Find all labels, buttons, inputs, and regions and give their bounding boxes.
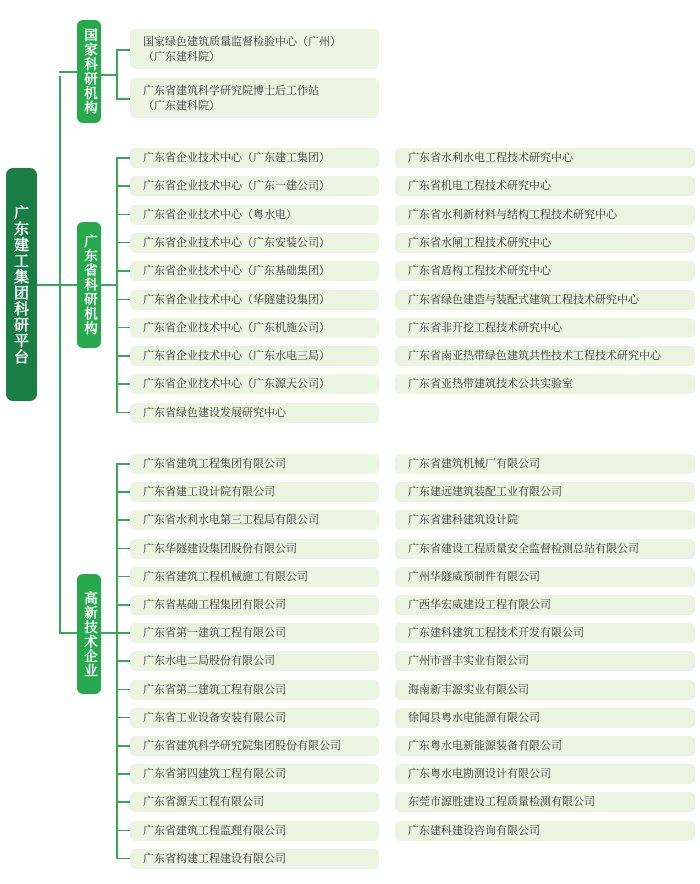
- list-item: 广东粤水电新能源装备有限公司: [395, 736, 695, 756]
- list-item: 广州华隧威预制件有限公司: [395, 567, 695, 587]
- list-item: 广东省第一建筑工程有限公司: [130, 623, 379, 643]
- list-item: 东莞市源胜建设工程质量检测有限公司: [395, 792, 695, 812]
- connector-item: [116, 801, 130, 803]
- list-item: 广东省企业技术中心（粤水电）: [130, 205, 379, 225]
- list-item: 广东省建设工程质量安全监督检测总站有限公司: [395, 539, 695, 559]
- connector-item: [116, 463, 130, 465]
- connector-cat1-out: [101, 74, 117, 76]
- list-item: 广东建远建筑装配工业有限公司: [395, 482, 695, 502]
- list-item: 广东水电二局股份有限公司: [130, 651, 379, 671]
- connector-trunk-to-cat3: [59, 632, 77, 634]
- list-item: 广东华隧建设集团股份有限公司: [130, 539, 379, 559]
- list-item: 广东省第二建筑工程有限公司: [130, 680, 379, 700]
- connector-item: [116, 830, 130, 832]
- list-item: 广东省水利新材料与结构工程技术研究中心: [395, 205, 695, 225]
- connector-item: [116, 519, 130, 521]
- connector-item: [116, 858, 130, 860]
- list-item: 广州市晋丰实业有限公司: [395, 651, 695, 671]
- item-line: 国家绿色建筑质量监督检验中心（广州）: [143, 35, 341, 48]
- list-item: 海南新丰源实业有限公司: [395, 680, 695, 700]
- connector-item: [116, 660, 130, 662]
- connector-item: [116, 632, 130, 634]
- root-label: 广东建工集团科研平台: [12, 204, 30, 365]
- connector-item: [116, 355, 130, 357]
- list-item: 广东省源天工程有限公司: [130, 792, 379, 812]
- category-label: 国家科研机构: [81, 28, 97, 115]
- list-item: 广东省构建工程建设有限公司: [130, 849, 379, 869]
- list-item: 广东省建筑科学研究院集团股份有限公司: [130, 736, 379, 756]
- list-item: 广东省盾构工程技术研究中心: [395, 261, 695, 281]
- list-item: [130, 78, 379, 118]
- list-item: 广东省机电工程技术研究中心: [395, 176, 695, 196]
- connector-item: [116, 717, 130, 719]
- list-item: 广东省非开挖工程技术研究中心: [395, 318, 695, 338]
- list-item: 广东省建筑工程监理有限公司: [130, 821, 379, 841]
- list-item: 广东建科建设咨询有限公司: [395, 821, 695, 841]
- connector-item: [116, 157, 130, 159]
- connector-item: [116, 185, 130, 187]
- connector-cat1-spine: [116, 50, 118, 98]
- item-line: 广东省建筑科学研究院博士后工作站: [143, 84, 319, 97]
- category-national-research: [77, 20, 101, 123]
- item-line: （广东建科院）: [143, 98, 220, 112]
- connector-root-to-trunk: [37, 284, 60, 286]
- connector-trunk-to-cat1: [59, 71, 77, 73]
- connector-item: [116, 604, 130, 606]
- list-item: 广东省水利水电第三工程局有限公司: [130, 510, 379, 530]
- list-item: 广东省企业技术中心（广东水电三局）: [130, 346, 379, 366]
- list-item: 广东省水闸工程技术研究中心: [395, 233, 695, 253]
- item-line: （广东建科院）: [143, 49, 220, 63]
- connector-item: [116, 689, 130, 691]
- category-label: 高新技术企业: [81, 590, 97, 678]
- connector-cat3-out: [101, 632, 117, 634]
- list-item: 广东省建筑工程机械施工有限公司: [130, 567, 379, 587]
- list-item: 广东省水利水电工程技术研究中心: [395, 148, 695, 168]
- list-item: 广东省建科建筑设计院: [395, 510, 695, 530]
- list-item: 广东省第四建筑工程有限公司: [130, 764, 379, 784]
- root-node: [6, 168, 37, 401]
- list-item: 广东省建筑工程集团有限公司: [130, 454, 379, 474]
- list-item: 广东省企业技术中心（广东机施公司）: [130, 318, 379, 338]
- connector-cat1-item2: [116, 98, 130, 100]
- connector-cat2-out: [101, 284, 117, 286]
- connector-item: [116, 745, 130, 747]
- list-item: 广西华宏威建设工程有限公司: [395, 595, 695, 615]
- list-item: 广东省基础工程集团有限公司: [130, 595, 379, 615]
- list-item: 广东省建工设计院有限公司: [130, 482, 379, 502]
- connector-item: [116, 548, 130, 550]
- connector-trunk: [59, 76, 61, 632]
- connector-item: [116, 270, 130, 272]
- list-item: 广东建科建筑工程技术开发有限公司: [395, 623, 695, 643]
- connector-cat2-spine: [116, 157, 118, 412]
- list-item: 广东省绿色建造与装配式建筑工程技术研究中心: [395, 290, 695, 310]
- list-item: 广东省工业设备安装有限公司: [130, 708, 379, 728]
- list-item: 广东省企业技术中心（广东一建公司）: [130, 176, 379, 196]
- connector-item: [116, 491, 130, 493]
- category-provincial-research: [77, 222, 101, 348]
- connector-item: [116, 299, 130, 301]
- list-item: 广东省亚热带建筑技术公共实验室: [395, 374, 695, 394]
- connector-item: [116, 242, 130, 244]
- list-item: 广东省企业技术中心（广东基础集团）: [130, 261, 379, 281]
- connector-item: [116, 412, 130, 414]
- list-item: [130, 29, 379, 69]
- connector-item: [116, 327, 130, 329]
- list-item: 广东省企业技术中心（广东安装公司）: [130, 233, 379, 253]
- connector-cat1-item1: [116, 49, 130, 51]
- list-item: 广东省南亚热带绿色建筑共性技术工程技术研究中心: [395, 346, 695, 366]
- connector-item: [116, 214, 130, 216]
- list-item: 广东省企业技术中心（广东建工集团）: [130, 148, 379, 168]
- list-item: 广东省企业技术中心（华隧建设集团）: [130, 290, 379, 310]
- connector-item: [116, 773, 130, 775]
- list-item: 广东粤水电勘测设计有限公司: [395, 764, 695, 784]
- category-high-tech-enterprises: [77, 574, 101, 694]
- list-item: 广东省建筑机械厂有限公司: [395, 454, 695, 474]
- list-item: 广东省企业技术中心（广东源天公司）: [130, 374, 379, 394]
- category-label: 广东省科研机构: [81, 234, 97, 336]
- connector-item: [116, 383, 130, 385]
- connector-trunk-to-cat2: [59, 284, 77, 286]
- list-item: 广东省绿色建设发展研究中心: [130, 403, 379, 423]
- connector-item: [116, 576, 130, 578]
- list-item: 徐闻县粤水电能源有限公司: [395, 708, 695, 728]
